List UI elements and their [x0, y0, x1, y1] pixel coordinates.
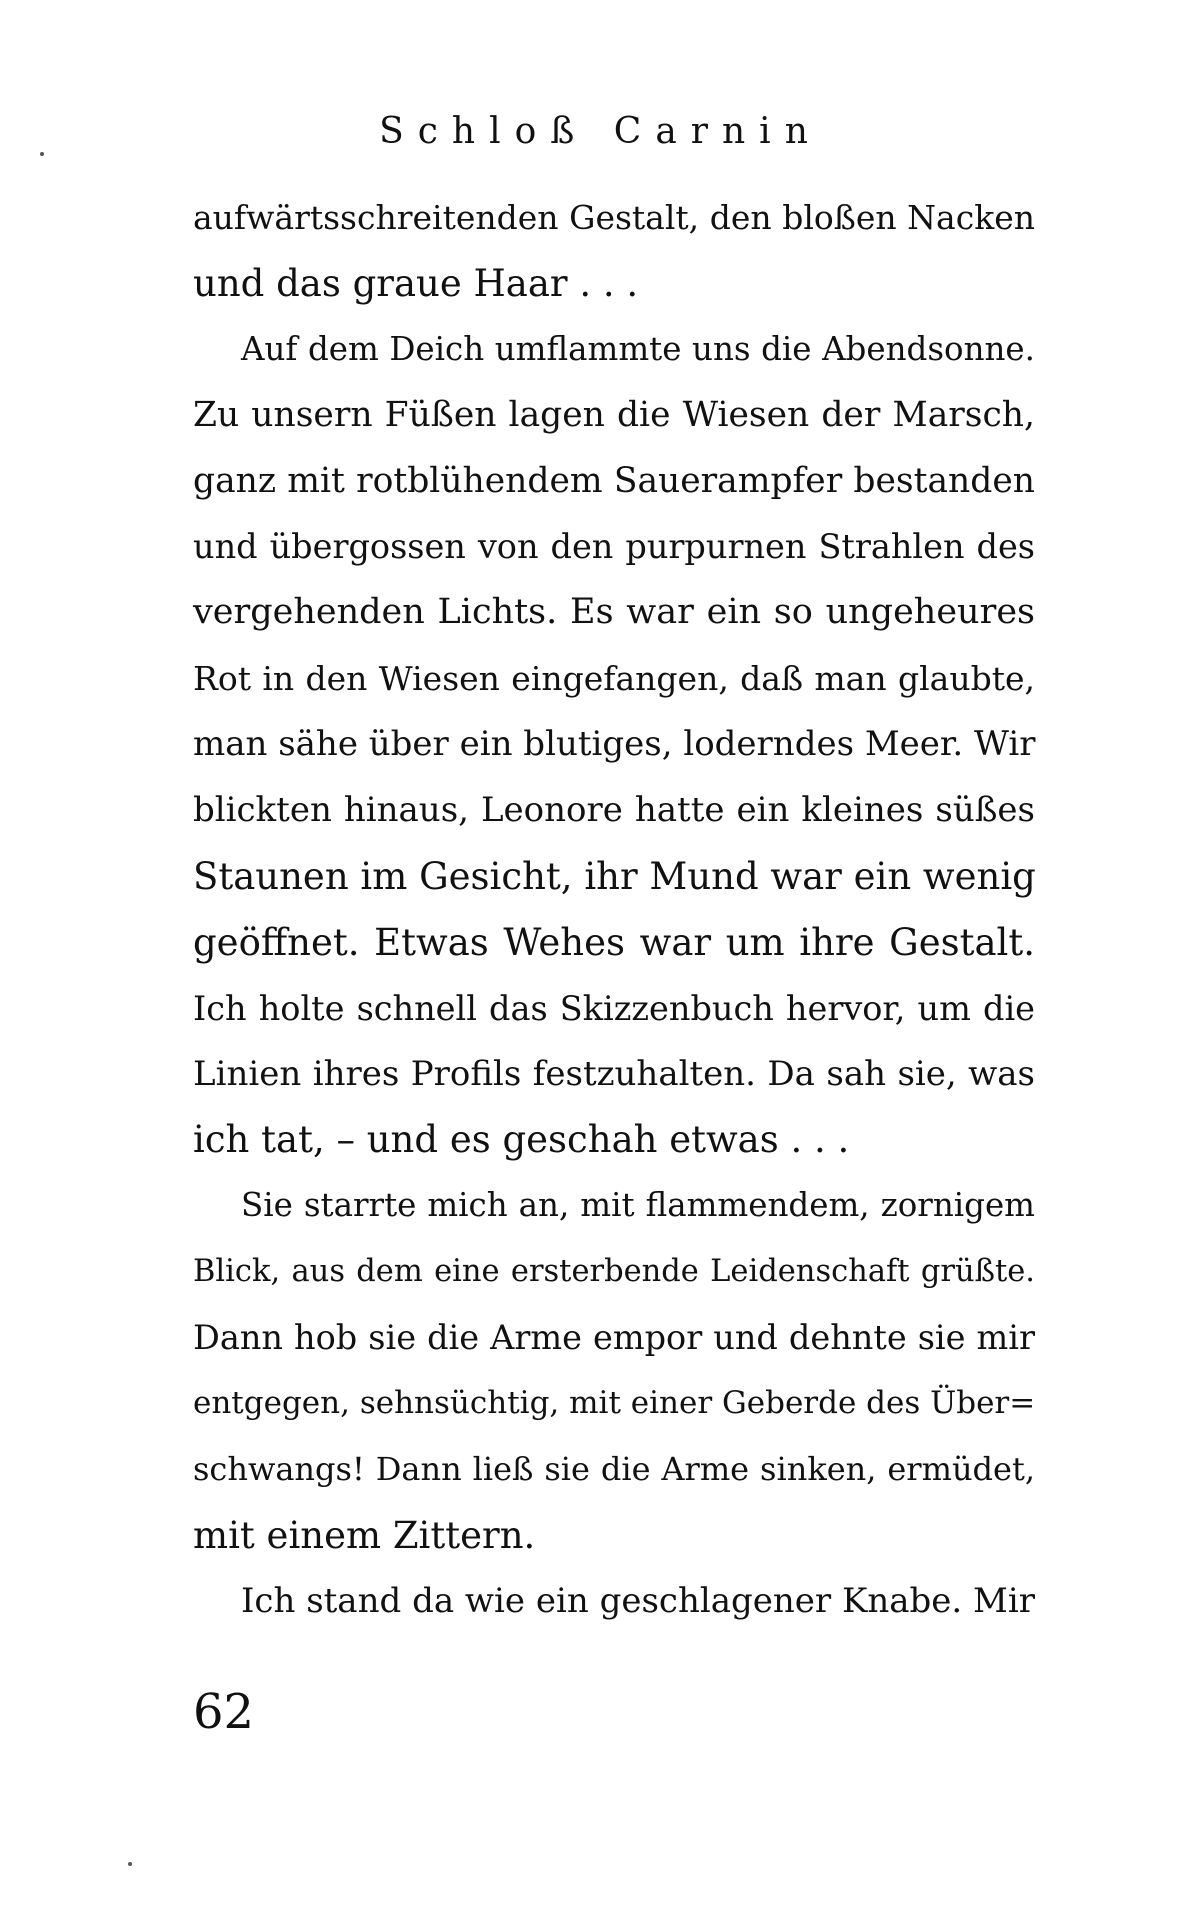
text-line: vergehenden Lichts. Es war ein so ungeheures [193, 592, 1035, 633]
text-line: und übergossen von den purpurnen Strahlen des [193, 527, 1035, 567]
text-line: schwangs! Dann ließ sie die Arme sinken, ermüdet, [193, 1449, 1035, 1488]
text-line: mit einem Zittern. [193, 1513, 536, 1557]
text-line: ganz mit rotblühendem Sauerampfer bestanden [193, 460, 1035, 501]
text-line: aufwärtsschreitenden Gestalt, den bloßen Nacken [193, 198, 1035, 237]
paper-speck [40, 152, 44, 156]
text-line: Zu unsern Füßen lagen die Wiesen der Marsch, [193, 394, 1035, 435]
text-line: man sähe über ein blutiges, loderndes Meer. Wir [193, 724, 1036, 765]
text-line: Blick, aus dem eine ersterbende Leidenschaft grüßte. [193, 1254, 1035, 1290]
running-head: Schloß Carnin [379, 111, 822, 152]
paper-speck [128, 1862, 132, 1866]
text-line: und das graue Haar . . . [193, 261, 639, 305]
page-number: 62 [193, 1684, 255, 1740]
text-line: Dann hob sie die Arme empor und dehnte sie mir [193, 1318, 1035, 1358]
text-line: blickten hinaus, Leonore hatte ein kleines süßes [193, 790, 1035, 831]
text-line: Staunen im Gesicht, ihr Mund war ein wenig [193, 854, 1036, 898]
text-line: Rot in den Wiesen eingefangen, daß man glaubte, [193, 659, 1035, 699]
text-line: ich tat, – und es geschah etwas . . . [193, 1118, 850, 1162]
body-text [193, 185, 1035, 1635]
text-line: Ich holte schnell das Skizzenbuch hervor, um die [193, 988, 1035, 1028]
text-line: Ich stand da wie ein geschlagener Knabe. Mir [241, 1580, 1035, 1621]
text-line: entgegen, sehnsüchtig, mit einer Geberde des Über= [193, 1385, 1036, 1422]
text-line: geöffnet. Etwas Wehes war um ihre Gestalt. [193, 920, 1035, 964]
text-line: Sie starrte mich an, mit flammendem, zornigem [241, 1186, 1035, 1225]
text-line: Auf dem Deich umflammte uns die Abendsonne. [241, 329, 1035, 368]
text-line: Linien ihres Profils festzuhalten. Da sah sie, was [193, 1053, 1035, 1094]
